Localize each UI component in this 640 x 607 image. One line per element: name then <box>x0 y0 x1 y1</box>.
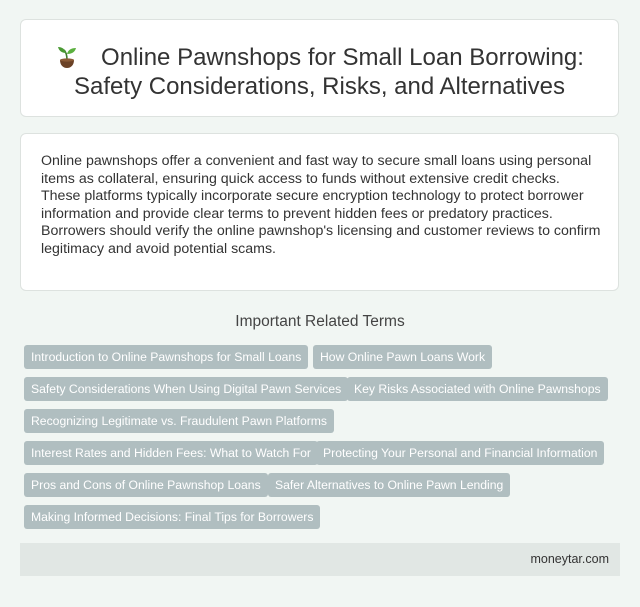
related-term-chip[interactable]: How Online Pawn Loans Work <box>313 345 492 369</box>
related-term-chip[interactable]: Interest Rates and Hidden Fees: What to Watch For <box>24 441 318 465</box>
related-terms-heading: Important Related Terms <box>235 313 405 330</box>
related-term-chip[interactable]: Safer Alternatives to Online Pawn Lending <box>268 473 510 497</box>
summary-text: Online pawnshops offer a convenient and fast way to secure small loans using personal items as collateral, ensuring quick access to funds without extensive credit checks. These platforms typically incorporate secure encryption technology to protect borrower information and provide clear terms to prevent hidden fees or predatory practices. Borrowers should verify the online pawnshop's licensing and customer reviews to confirm legitimacy and avoid potential scams. <box>41 153 601 257</box>
footer <box>20 543 620 576</box>
seedling-icon <box>55 45 79 69</box>
related-term-chip[interactable]: Recognizing Legitimate vs. Fraudulent Pawn Platforms <box>24 409 334 433</box>
footer-site-link[interactable]: moneytar.com <box>530 552 609 566</box>
title-line-1 <box>21 43 618 72</box>
title-card <box>20 19 619 117</box>
title-line-1-text: Online Pawnshops for Small Loan Borrowing: <box>101 44 584 71</box>
related-term-chip[interactable]: Pros and Cons of Online Pawnshop Loans <box>24 473 268 497</box>
related-term-chip[interactable]: Making Informed Decisions: Final Tips for Borrowers <box>24 505 320 529</box>
page-title <box>21 43 618 101</box>
related-term-chip[interactable]: Protecting Your Personal and Financial Information <box>316 441 604 465</box>
related-term-chip[interactable]: Introduction to Online Pawnshops for Small Loans <box>24 345 308 369</box>
related-term-chip[interactable]: Safety Considerations When Using Digital Pawn Services <box>24 377 348 401</box>
summary-card <box>20 133 619 291</box>
related-term-chip[interactable]: Key Risks Associated with Online Pawnshops <box>347 377 608 401</box>
title-line-2: Safety Considerations, Risks, and Alternatives <box>74 73 565 100</box>
